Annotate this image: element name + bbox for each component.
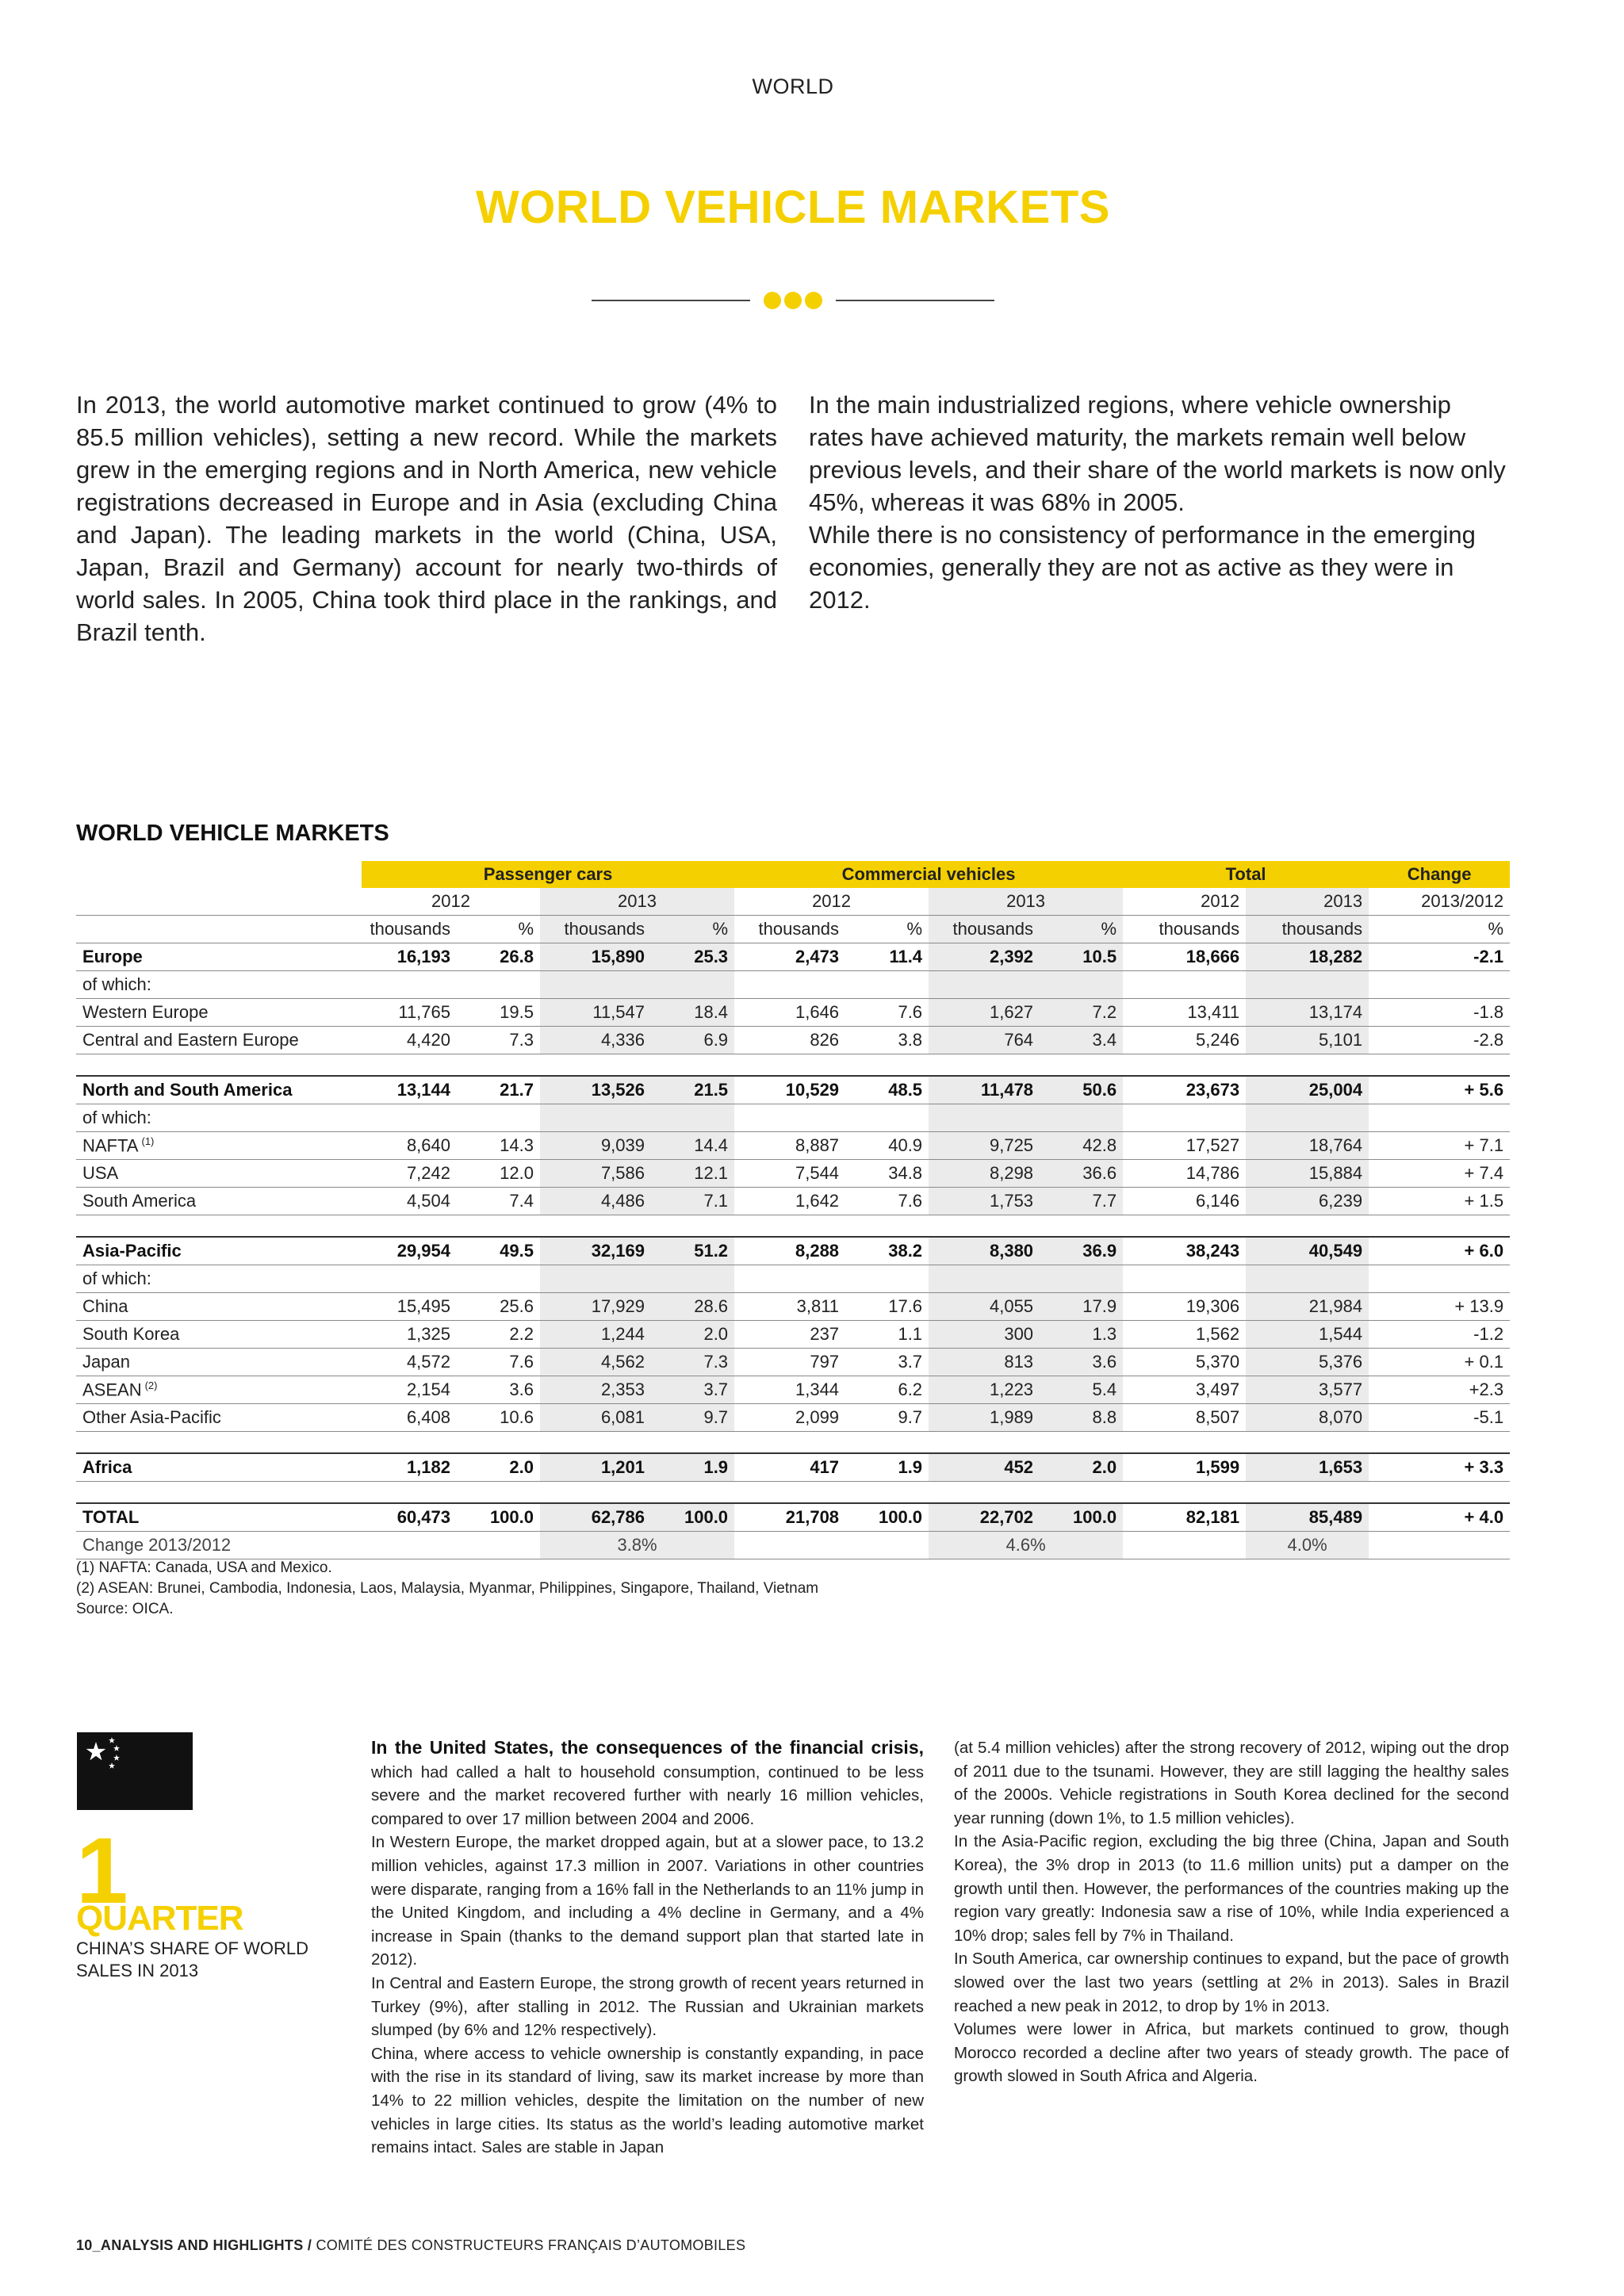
divider-dot [805,292,822,309]
table-cell: 4,486 [540,1188,651,1215]
unit-cell: thousands [734,916,845,943]
table-cell: + 7.1 [1369,1132,1510,1160]
page-title: WORLD VEHICLE MARKETS [476,182,1110,233]
table-cell: 7.3 [457,1027,540,1054]
row-label-text: North and South America [82,1080,293,1100]
table-cell: 85,489 [1246,1503,1369,1532]
table-cell: 5,370 [1123,1349,1246,1376]
table-cell: 3.8 [845,1027,929,1054]
table-spacer [76,1054,1510,1077]
table-cell: 50.6 [1040,1076,1123,1104]
table-cell: 7.4 [457,1188,540,1215]
table-cell: 2.0 [1040,1453,1123,1482]
table-cell: 4,420 [362,1027,457,1054]
table-spacer [76,1482,1510,1504]
table-cell: 6.2 [845,1376,929,1404]
table-cell: 11.4 [845,943,929,971]
header-change: Change [1369,861,1510,888]
table-cell: 3.6 [457,1376,540,1404]
table-cell: 25.3 [651,943,734,971]
table-cell: -5.1 [1369,1404,1510,1432]
table-cell: 4,336 [540,1027,651,1054]
table-row-of-which [76,971,1510,999]
table-cell: 5,246 [1123,1027,1246,1054]
table-cell: 12.0 [457,1160,540,1188]
row-label [76,999,362,1027]
table-cell: 6,146 [1123,1188,1246,1215]
table-cell: 826 [734,1027,845,1054]
title-divider [592,289,994,312]
table-cell: + 1.5 [1369,1188,1510,1215]
table-cell: 62,786 [540,1503,651,1532]
table-cell: 18,282 [1246,943,1369,971]
table-cell: 1,344 [734,1376,845,1404]
table-cell: 34.8 [845,1160,929,1188]
table-cell: 1.1 [845,1321,929,1349]
table-cell: -2.1 [1369,943,1510,971]
table-cell: 38.2 [845,1237,929,1265]
table-row-of-which [76,1265,1510,1293]
table-cell: 6,408 [362,1404,457,1432]
table-cell: 2,353 [540,1376,651,1404]
table-row [76,1293,1510,1321]
vehicle-markets-table [76,861,1510,1559]
table-cell: + 3.3 [1369,1453,1510,1482]
row-label [76,1321,362,1349]
table-group-header-row [76,861,1510,888]
row-label-text: South America [82,1191,197,1211]
table-cell: 1,599 [1123,1453,1246,1482]
table-row [76,1237,1510,1265]
footnote: (1) NAFTA: Canada, USA and Mexico. [76,1559,332,1576]
table-cell: 25,004 [1246,1076,1369,1104]
table-cell: 18.4 [651,999,734,1027]
row-label-text: Europe [82,947,143,966]
table-cell: 1.3 [1040,1321,1123,1349]
table-cell: 28.6 [651,1293,734,1321]
table-row [76,943,1510,971]
footnote-ref: (1) [141,1135,155,1147]
table-cell: 29,954 [362,1237,457,1265]
table-cell: 49.5 [457,1237,540,1265]
change-label: Change 2013/2012 [76,1532,362,1559]
table-unit-row [76,916,1510,943]
unit-cell: % [651,916,734,943]
table-cell: 7,586 [540,1160,651,1188]
table-cell: + 0.1 [1369,1349,1510,1376]
table-cell: 6,239 [1246,1188,1369,1215]
table-row [76,999,1510,1027]
table-cell: 13,174 [1246,999,1369,1027]
table-cell: 8,070 [1246,1404,1369,1432]
footer-publisher: COMITÉ DES CONSTRUCTEURS FRANÇAIS D’AUTOMOBILES [316,2237,746,2253]
row-label [76,1027,362,1054]
table-cell: +2.3 [1369,1376,1510,1404]
table-cell: 15,890 [540,943,651,971]
table-cell: 764 [929,1027,1040,1054]
of-which-label: of which: [76,1265,362,1293]
intro-paragraph: While there is no consistency of performance in the emerging economies, generally they are not as active as they were in 2012. [809,521,1476,614]
table-cell: 42.8 [1040,1132,1123,1160]
unit-cell: % [1040,916,1123,943]
table-cell: 2,154 [362,1376,457,1404]
row-label [76,1503,362,1532]
table-cell: 1,544 [1246,1321,1369,1349]
table-cell: 18,764 [1246,1132,1369,1160]
table-cell: 9.7 [651,1404,734,1432]
section-label: WORLD [752,75,834,98]
table-cell: 417 [734,1453,845,1482]
row-label [76,1132,362,1160]
body-paragraph: In the Asia-Pacific region, excluding the big three (China, Japan and South Korea), the 3% drop in 2013 (to 11.6 million units) put a damper on the growth until then. However, the performances of the countries making up the region vary greatly: Indonesia saw a rise of 10%, while India experienced a 10% drop; sales fell by 7% in Thailand. [954,1832,1509,1945]
row-label-text: Africa [82,1457,132,1477]
body-text: which had called a halt to household consumption, continued to be less severe and the market recovered further with nearly 16 million vehicles, compared to over 17 million between 2004 and 2006. [371,1762,924,1828]
row-label-text: Western Europe [82,1002,209,1022]
table-cell: 1,642 [734,1188,845,1215]
table-cell: 6.9 [651,1027,734,1054]
body-right-column [954,1736,1509,2088]
unit-cell: thousands [540,916,651,943]
table-cell: 9,725 [929,1132,1040,1160]
table-cell: 4,504 [362,1188,457,1215]
table-cell: 7,242 [362,1160,457,1188]
year-cell: 2012 [1123,888,1246,916]
row-label [76,1293,362,1321]
of-which-label: of which: [76,971,362,999]
body-paragraph: In South America, car ownership continues to expand, but the pace of growth slowed over the last two years (settling at 2% in 2013). Sales in Brazil reached a new peak in 2012, to drop by 1% in 2013. [954,1950,1509,2015]
table-cell: 38,243 [1123,1237,1246,1265]
flag-stars-icon [77,1732,193,1810]
table-cell: 1,753 [929,1188,1040,1215]
row-label [76,1453,362,1482]
table-cell: 1,244 [540,1321,651,1349]
table-cell: 3.4 [1040,1027,1123,1054]
table-cell: + 4.0 [1369,1503,1510,1532]
table-cell: 1,325 [362,1321,457,1349]
body-paragraph: In Western Europe, the market dropped again, but at a slower pace, to 13.2 million vehicles, against 17.3 million in 2007. Variations in other countries were disparate, ranging from a 16% fall in the Netherlands to an 11% jump in the United Kingdom, and including a 4% decline in Germany, and a 4% increase in Spain (thanks to the demand support plan that started late in 2012). [371,1833,925,1969]
table-cell: 19,306 [1123,1293,1246,1321]
table-cell: 2,392 [929,943,1040,971]
table-cell: 1,223 [929,1376,1040,1404]
table-cell: 11,765 [362,999,457,1027]
table-cell: -2.8 [1369,1027,1510,1054]
table-cell: 1,201 [540,1453,651,1482]
table-cell: 7.7 [1040,1188,1123,1215]
table-cell: 7.1 [651,1188,734,1215]
year-cell: 2013 [929,888,1123,916]
lead-in: In the United States, the consequences of the financial crisis, [371,1737,924,1758]
table-cell: 8,380 [929,1237,1040,1265]
table-row [76,1188,1510,1215]
table-cell: 100.0 [845,1503,929,1532]
body-left-column [371,1736,924,2160]
table-cell: 8.8 [1040,1404,1123,1432]
table-cell: 100.0 [651,1503,734,1532]
table-cell: 8,887 [734,1132,845,1160]
row-label-text: China [82,1296,128,1316]
table-cell: 1,653 [1246,1453,1369,1482]
row-label-text: Other Asia-Pacific [82,1407,221,1427]
row-label [76,1404,362,1432]
table-row [76,1027,1510,1054]
body-paragraph: Volumes were lower in Africa, but markets continued to grow, though Morocco recorded a decline after two years of steady growth. The pace of growth slowed in South Africa and Algeria. [954,2020,1509,2086]
table-cell: 23,673 [1123,1076,1246,1104]
table-row [76,1503,1510,1532]
table-cell: 40,549 [1246,1237,1369,1265]
table-cell: 9,039 [540,1132,651,1160]
table-cell: 21.5 [651,1076,734,1104]
table-footnotes [76,1558,818,1620]
table-cell: 7.6 [457,1349,540,1376]
table-cell: 36.9 [1040,1237,1123,1265]
highlight-caption: CHINA’S SHARE OF WORLD SALES IN 2013 [76,1938,308,1980]
table-cell: 16,193 [362,943,457,971]
table-spacer [76,1215,1510,1238]
change-cell: 4.0% [1246,1532,1369,1559]
table-cell: 21.7 [457,1076,540,1104]
divider-dot [764,292,781,309]
table-cell: 7.3 [651,1349,734,1376]
table-cell: + 7.4 [1369,1160,1510,1188]
row-label-text: USA [82,1163,119,1183]
table-cell: 4,055 [929,1293,1040,1321]
body-paragraph: In Central and Eastern Europe, the strong growth of recent years returned in Turkey (9%), after stalling in 2012. The Russian and Ukrainian markets slumped (by 6% and 12% respectively). [371,1973,924,2040]
table-cell: 32,169 [540,1237,651,1265]
table-cell: 15,495 [362,1293,457,1321]
highlight-unit: QUARTER [76,1899,243,1938]
table-cell: 17,929 [540,1293,651,1321]
table-cell: 7.2 [1040,999,1123,1027]
table-cell: 21,984 [1246,1293,1369,1321]
table-cell: 5,101 [1246,1027,1369,1054]
page-footer [76,2237,745,2254]
divider-dot [784,292,802,309]
table-cell: 12.1 [651,1160,734,1188]
table-cell: 7,544 [734,1160,845,1188]
table-cell: 36.6 [1040,1160,1123,1188]
row-label-text: NAFTA [82,1135,139,1156]
change-cell: 4.6% [929,1532,1123,1559]
table-cell: 100.0 [1040,1503,1123,1532]
table-cell: 2.0 [651,1321,734,1349]
table-cell: 48.5 [845,1076,929,1104]
unit-cell: % [1369,916,1510,943]
table-cell: -1.8 [1369,999,1510,1027]
header-commercial-vehicles: Commercial vehicles [734,861,1123,888]
table-cell: 100.0 [457,1503,540,1532]
table-cell: 19.5 [457,999,540,1027]
table-row [76,1376,1510,1404]
table-cell: 4,562 [540,1349,651,1376]
row-label [76,1237,362,1265]
table-cell: 11,478 [929,1076,1040,1104]
table-cell: 3,577 [1246,1376,1369,1404]
divider-line-right [836,300,994,301]
footnote: Source: OICA. [76,1601,174,1617]
table-cell: -1.2 [1369,1321,1510,1349]
footnote: (2) ASEAN: Brunei, Cambodia, Indonesia, Laos, Malaysia, Myanmar, Philippines, Singapore, Thailand, Vietnam [76,1580,819,1597]
table-cell: 25.6 [457,1293,540,1321]
table-cell: 3.6 [1040,1349,1123,1376]
unit-cell: thousands [1123,916,1246,943]
table-cell: + 6.0 [1369,1237,1510,1265]
table-cell: 8,640 [362,1132,457,1160]
row-label-text: Central and Eastern Europe [82,1030,299,1050]
table-cell: 2,099 [734,1404,845,1432]
table-cell: 17,527 [1123,1132,1246,1160]
table-cell: 4,572 [362,1349,457,1376]
row-label [76,1349,362,1376]
table-cell: 5,376 [1246,1349,1369,1376]
intro-right-column [809,388,1510,616]
table-cell: 8,507 [1123,1404,1246,1432]
year-cell: 2012 [734,888,929,916]
table-cell: 17.9 [1040,1293,1123,1321]
header-total: Total [1123,861,1369,888]
table-title: WORLD VEHICLE MARKETS [76,821,389,846]
row-label-text: TOTAL [82,1507,140,1527]
intro-paragraph: In 2013, the world automotive market continued to grow (4% to 85.5 million vehicles), setting a new record. While the markets grew in the emerging regions and in North America, new vehicle registrations decreased in Europe and in Asia (excluding China and Japan). The leading markets in the world (China, USA, Japan, Brazil and Germany) account for nearly two-thirds of world sales. In 2005, China took third place in the rankings, and Brazil tenth. [76,391,777,646]
row-label [76,1160,362,1188]
table-cell: 7.6 [845,1188,929,1215]
table-row [76,1453,1510,1482]
divider-line-left [592,300,750,301]
table-cell: 18,666 [1123,943,1246,971]
row-label-text: Japan [82,1352,130,1372]
table-cell: 13,526 [540,1076,651,1104]
change-cell: 3.8% [540,1532,734,1559]
table-cell: 3,497 [1123,1376,1246,1404]
table-cell: 6,081 [540,1404,651,1432]
table-cell: 10.5 [1040,943,1123,971]
table-cell: 2.0 [457,1453,540,1482]
table-cell: 14.4 [651,1132,734,1160]
year-cell: 2013 [540,888,734,916]
table-cell: 1,646 [734,999,845,1027]
table-cell: 13,411 [1123,999,1246,1027]
table-cell: 3.7 [845,1349,929,1376]
year-cell: 2013 [1246,888,1369,916]
table-cell: 8,298 [929,1160,1040,1188]
table-cell: 1,627 [929,999,1040,1027]
table-cell: 11,547 [540,999,651,1027]
year-cell: 2013/2012 [1369,888,1510,916]
row-label [76,1376,362,1404]
row-label-text: Asia-Pacific [82,1241,182,1261]
table-cell: 3,811 [734,1293,845,1321]
table-cell: 21,708 [734,1503,845,1532]
table-cell: 237 [734,1321,845,1349]
table-cell: 300 [929,1321,1040,1349]
table-cell: 17.6 [845,1293,929,1321]
table-cell: 2,473 [734,943,845,971]
unit-cell: thousands [929,916,1040,943]
unit-cell: % [845,916,929,943]
table-cell: 7.6 [845,999,929,1027]
table-cell: 3.7 [651,1376,734,1404]
table-cell: + 5.6 [1369,1076,1510,1104]
body-paragraph: China, where access to vehicle ownership is constantly expanding, in pace with the rise in its standard of living, saw its market increase by more than 14% to 22 million vehicles, despite the limitation on the number of new vehicles in large cities. Its status as the world’s leading automotive market remains intact. Sales are stable in Japan [371,2044,924,2157]
body-paragraph: (at 5.4 million vehicles) after the strong recovery of 2012, wiping out the drop of 2011 due to the tsunami. However, they are still lagging the healthy sales of the 2000s. Vehicle registrations in South Korea declined for the second year running (down 1%, to 1.5 million vehicles). [954,1739,1509,1827]
table-cell: 1.9 [651,1453,734,1482]
unit-cell: thousands [1246,916,1369,943]
table-cell: 10.6 [457,1404,540,1432]
table-cell: 1.9 [845,1453,929,1482]
of-which-label: of which: [76,1104,362,1132]
table-cell: 15,884 [1246,1160,1369,1188]
table-row [76,1132,1510,1160]
table-cell: 5.4 [1040,1376,1123,1404]
header-passenger-cars: Passenger cars [362,861,734,888]
table-row-change [76,1532,1510,1559]
footer-page-section: 10_ANALYSIS AND HIGHLIGHTS [76,2237,304,2253]
table-cell: 1,989 [929,1404,1040,1432]
highlight-number: 1 [76,1819,128,1923]
table-cell: 2.2 [457,1321,540,1349]
table-row [76,1321,1510,1349]
table-row [76,1076,1510,1104]
row-label-text: ASEAN [82,1380,142,1400]
year-cell: 2012 [362,888,540,916]
table-cell: 1,182 [362,1453,457,1482]
row-label-text: South Korea [82,1324,180,1344]
table-row [76,1349,1510,1376]
table-row [76,1160,1510,1188]
table-cell: 26.8 [457,943,540,971]
table-cell: 14.3 [457,1132,540,1160]
table-year-row [76,888,1510,916]
table-cell: 452 [929,1453,1040,1482]
body-paragraph [371,1736,924,1831]
table-cell: 60,473 [362,1503,457,1532]
table-cell: 1,562 [1123,1321,1246,1349]
table-cell: 13,144 [362,1076,457,1104]
table-cell: + 13.9 [1369,1293,1510,1321]
row-label [76,943,362,971]
table-cell: 813 [929,1349,1040,1376]
table-row-of-which [76,1104,1510,1132]
table-cell: 82,181 [1123,1503,1246,1532]
table-cell: 51.2 [651,1237,734,1265]
table-row [76,1404,1510,1432]
footnote-ref: (2) [144,1379,158,1391]
table-spacer [76,1432,1510,1454]
table-cell: 797 [734,1349,845,1376]
footer-separator: / [303,2237,316,2253]
row-label [76,1076,362,1104]
table-cell: 14,786 [1123,1160,1246,1188]
row-label [76,1188,362,1215]
unit-cell: % [457,916,540,943]
table-cell: 9.7 [845,1404,929,1432]
intro-paragraph: In the main industrialized regions, where vehicle ownership rates have achieved maturity, the markets remain well below previous levels, and their share of the world markets is now only 45%, whereas it was 68% in 2005. [809,391,1506,516]
table-cell: 8,288 [734,1237,845,1265]
table-cell: 40.9 [845,1132,929,1160]
unit-cell: thousands [362,916,457,943]
intro-left-column [76,388,777,649]
table-cell: 10,529 [734,1076,845,1104]
table-cell: 22,702 [929,1503,1040,1532]
china-flag-icon [77,1732,193,1810]
